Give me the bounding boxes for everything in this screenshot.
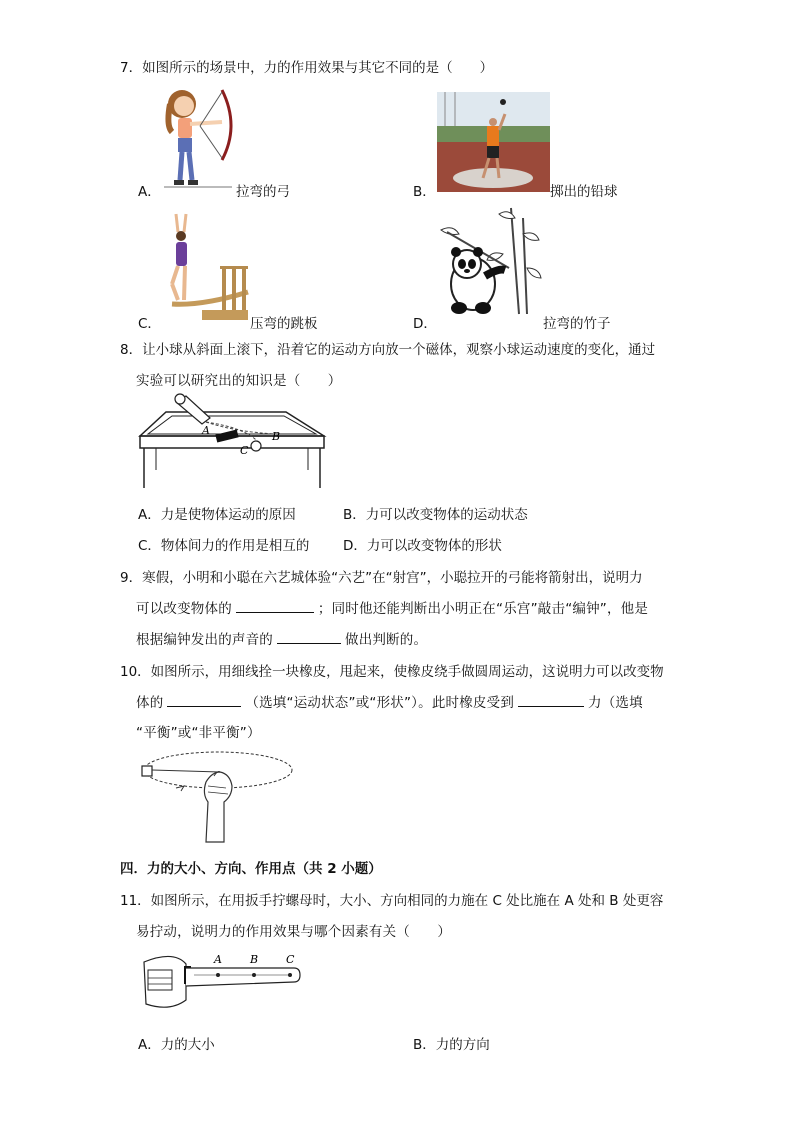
q9-line3-text-b: 做出判断的。 [345,632,428,648]
q11-line1: 11．如图所示，在用扳手拧螺母时，大小、方向相同的力施在 C 处比施在 A 处和 B 处更容 [120,893,664,909]
springboard-diver-image [162,210,250,326]
panda-bamboo-image [437,204,545,322]
q8-line2: 实验可以研究出的知识是（ ） [136,373,342,389]
q10-blank-1[interactable] [167,692,241,707]
incline-magnet-figure [136,388,328,494]
q8-option-b: B．力可以改变物体的运动状态 [343,507,528,523]
q7-option-a-letter: A． [138,184,161,200]
q7-option-b-caption: 掷出的铅球 [550,184,618,200]
q8-option-a: A．力是使物体运动的原因 [138,507,296,523]
shot-put-photo [437,92,550,192]
q10-line2 [136,691,643,711]
section-4-title: 四．力的大小、方向、作用点（共 2 小题） [120,861,382,877]
eraser-circular-motion-figure [136,746,296,844]
q8-line1: 8．让小球从斜面上滚下，沿着它的运动方向放一个磁体，观察小球运动速度的变化，通过 [120,342,656,358]
figure-label-a: A [202,424,210,437]
archer-girl-image [160,86,240,190]
q9-line2-text-a: 可以改变物体的 [136,601,232,617]
q9-blank-1[interactable] [236,598,314,613]
q10-line2-text-b: （选填“运动状态”或“形状”）。此时橡皮受到 [245,695,515,711]
q7-stem: 7．如图所示的场景中，力的作用效果与其它不同的是（ ） [120,60,494,76]
q7-option-d-caption: 拉弯的竹子 [543,316,611,332]
figure-label-c: C [240,444,249,457]
wrench-figure [140,948,304,1018]
q9-line3-text-a: 根据编钟发出的声音的 [136,632,273,648]
wrench-label-c: C [286,953,295,966]
q7-option-b-letter: B． [413,184,436,200]
q11-option-a: A．力的大小 [138,1037,215,1053]
wrench-label-b: B [250,953,259,966]
q10-line2-text-a: 体的 [136,695,164,711]
q8-option-d: D．力可以改变物体的形状 [343,538,502,554]
q8-option-c: C．物体间力的作用是相互的 [138,538,310,554]
q11-line2: 易拧动，说明力的作用效果与哪个因素有关（ ） [136,924,452,940]
q9-blank-2[interactable] [277,629,341,644]
q9-line2 [136,597,648,617]
q11-option-b: B．力的方向 [413,1037,490,1053]
q10-blank-2[interactable] [518,692,584,707]
q10-line2-text-c: 力（选填 [588,695,643,711]
q7-option-a-caption: 拉弯的弓 [236,184,290,200]
q7-option-c-letter: C． [138,316,161,332]
q9-line1: 9．寒假，小明和小聪在六艺城体验“六艺”在“射宫”，小聪拉开的弓能将箭射出，说明力 [120,570,643,586]
q7-option-d-letter: D． [413,316,437,332]
q9-line2-text-b: ；同时他还能判断出小明正在“乐宫”敲击“编钟”，他是 [317,601,649,617]
q7-option-c-caption: 压弯的跳板 [250,316,318,332]
q10-line3: “平衡”或“非平衡”） [136,725,261,741]
wrench-label-a: A [214,953,222,966]
q9-line3 [136,628,427,648]
q10-line1: 10．如图所示，用细线拴一块橡皮，甩起来，使橡皮绕手做圆周运动，这说明力可以改变物 [120,664,664,680]
figure-label-b: B [272,430,281,443]
